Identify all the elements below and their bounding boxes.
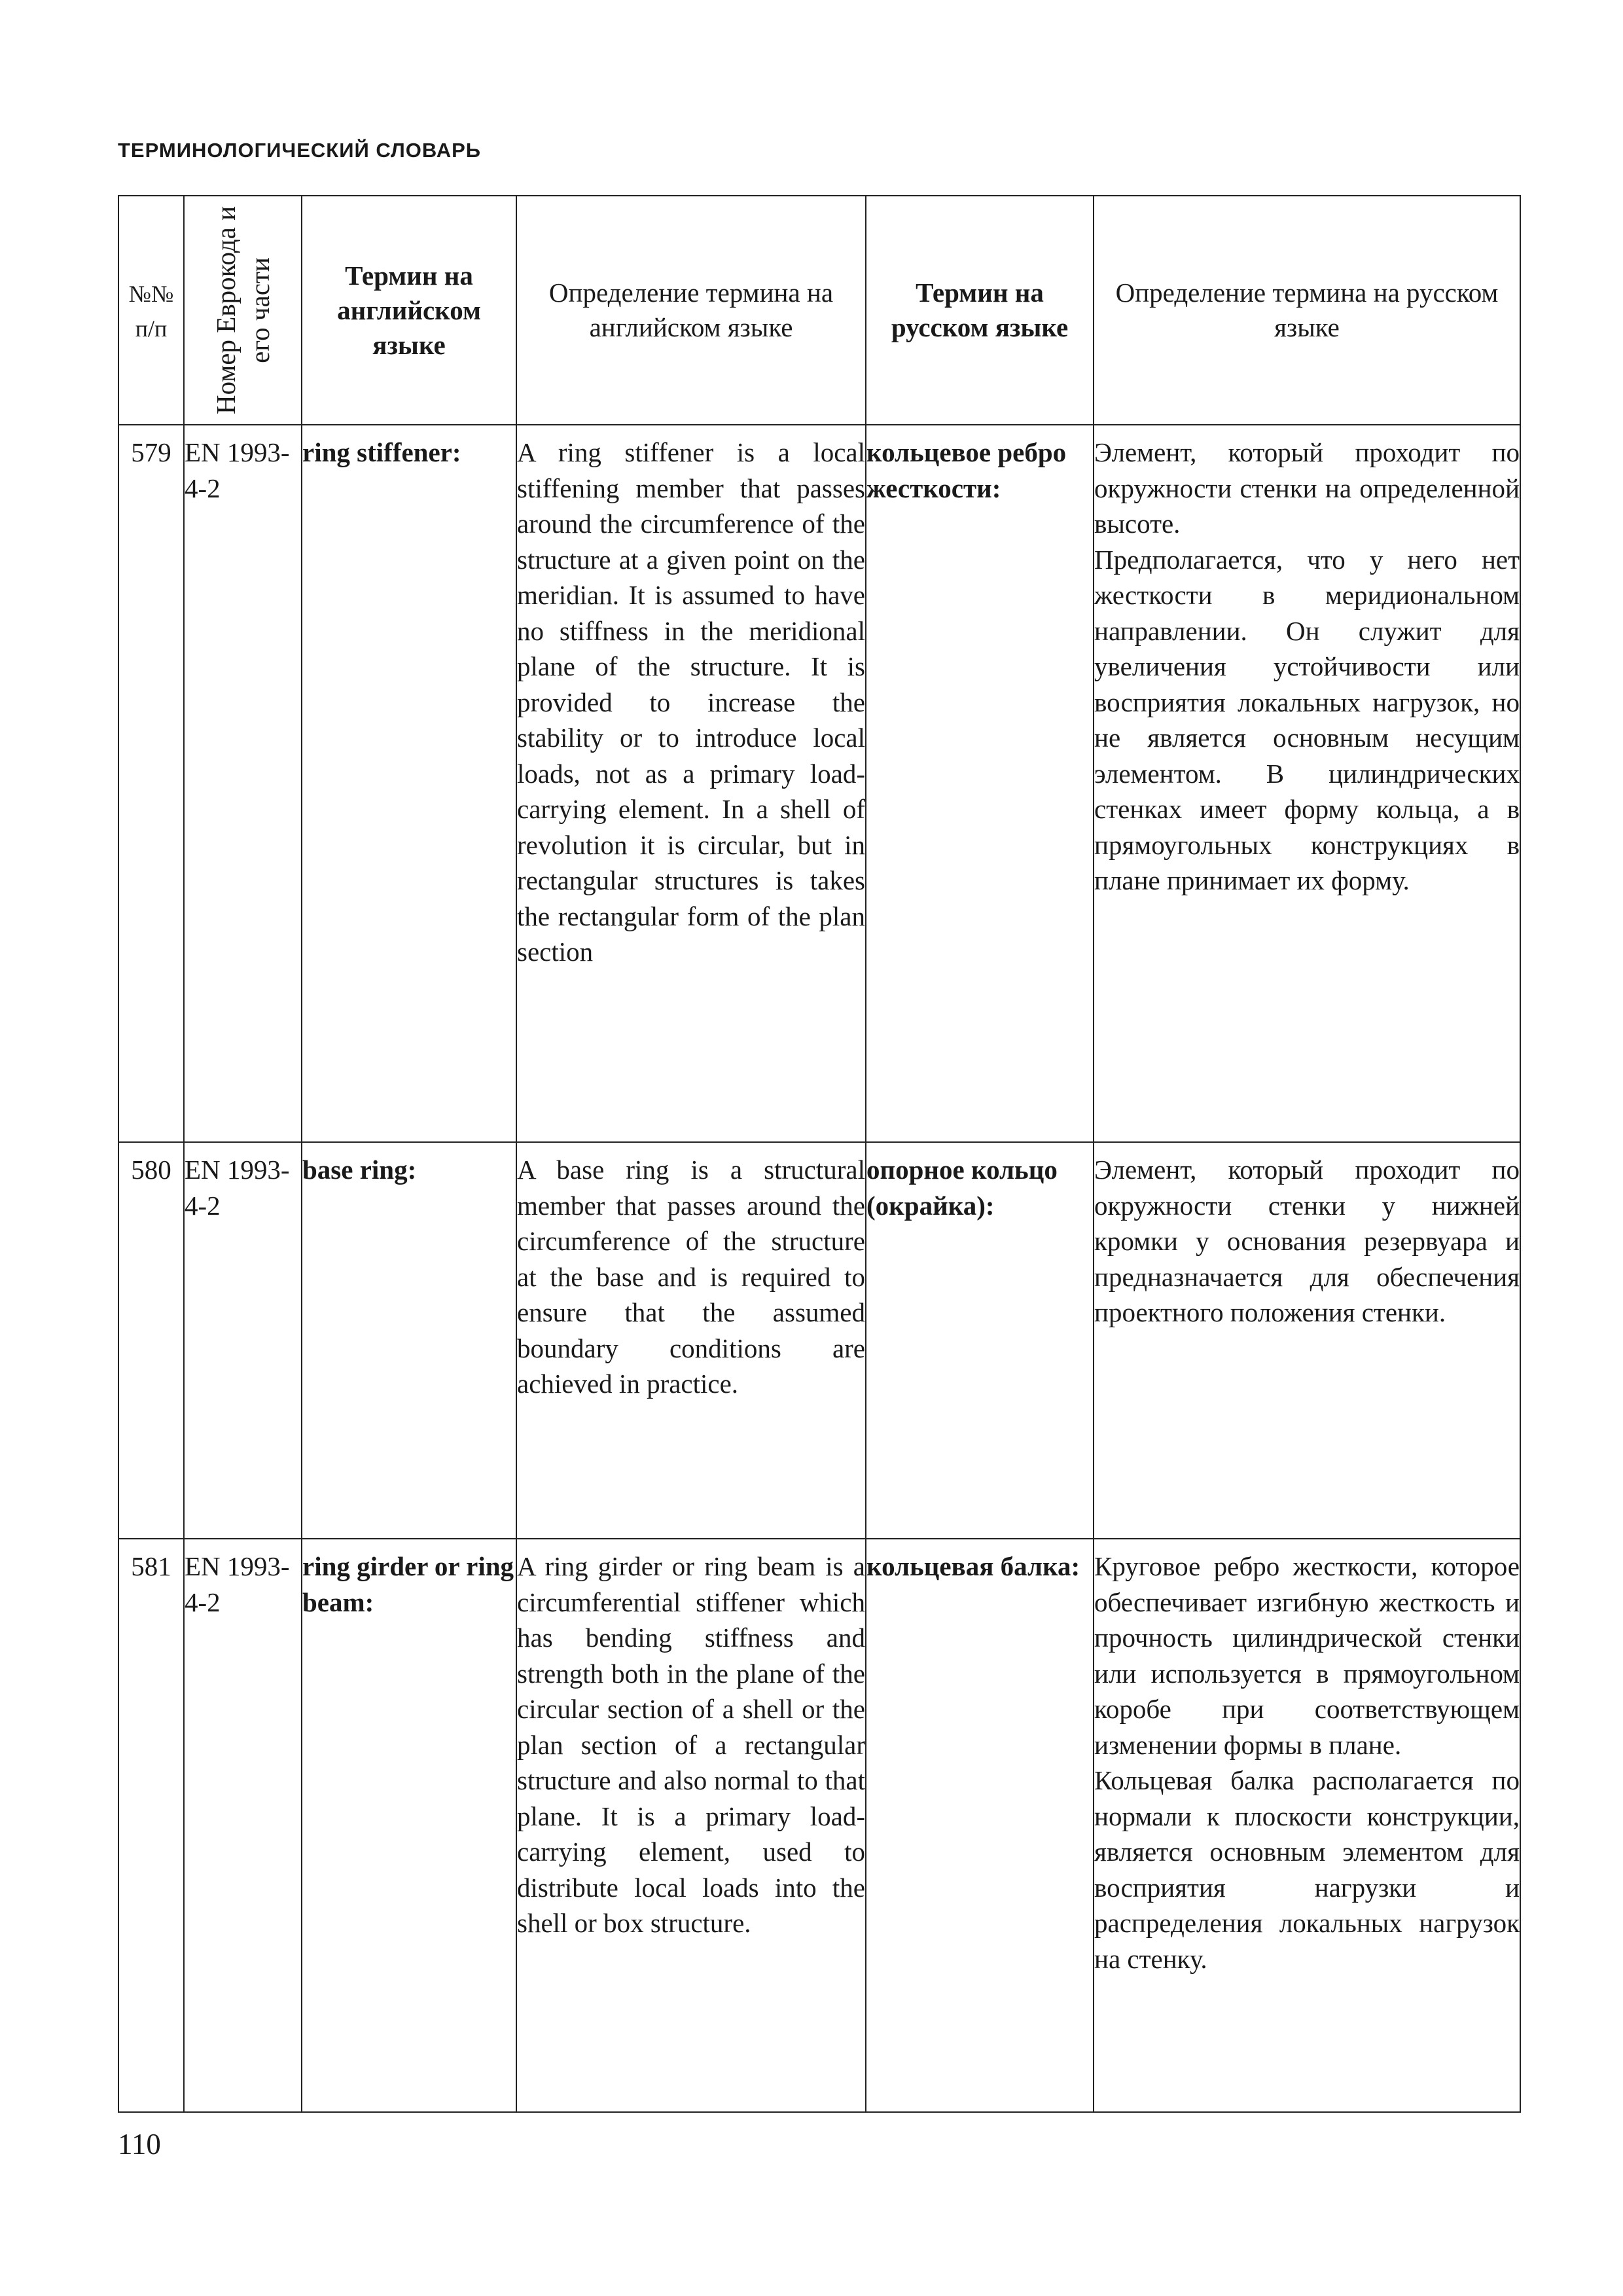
russian-term: кольцевое ребро жесткости: [866, 425, 1094, 1142]
table-row [118, 1142, 1520, 1539]
russian-definition [1094, 1539, 1520, 2112]
entry-number: 579 [118, 425, 184, 1142]
entry-number: 580 [118, 1142, 184, 1539]
english-definition: A ring girder or ring beam is a circumferential stiffener which has bending stiffness and strength both in the plane of the circular section of a shell or the plan section of a rectangular structure and also normal to that plane. It is a primary load-carrying element, used to distribute local loads into the shell or box structure. [516, 1539, 866, 2112]
header-eurocode [184, 196, 302, 425]
header-ru-definition-label: Определение термина на русском языке [1115, 278, 1499, 342]
table-row [118, 425, 1520, 1142]
entry-number: 581 [118, 1539, 184, 2112]
russian-definition-paragraph: Предполагается, что у него нет жесткости в меридиональном направлении. Он служит для увеличения устойчивости или восприятия локальных нагрузок, но не является основным несущим элементом. В цилиндрических стенках имеет форму кольца, а в прямоугольных конструкциях в плане принимает их форму. [1094, 544, 1520, 895]
english-definition: A ring stiffener is a local stiffening member that passes around the circumference of the structure at a given point on the meridian. It is assumed to have no stiffness in the meridional plane of the structure. It is provided to increase the stability or to introduce local loads, not as a primary load-carrying element. In a shell of revolution it is circular, but in rectangular structures is takes the rectangular form of the plan section [516, 425, 866, 1142]
russian-definition [1094, 1142, 1520, 1539]
header-en-term [302, 196, 516, 425]
header-ru-term-label: Термин на русском языке [891, 278, 1069, 342]
russian-term: кольцевая балка: [866, 1539, 1094, 2112]
russian-definition-paragraph: Элемент, который проходит по окружности стенки у нижней кромки у основания резервуара и предназначается для обеспечения проектного положения стенки. [1094, 1155, 1520, 1327]
eurocode-ref: EN 1993-4-2 [184, 1142, 302, 1539]
running-header: ТЕРМИНОЛОГИЧЕСКИЙ СЛОВАРЬ [118, 139, 482, 162]
russian-definition-paragraph: Элемент, который проходит по окружности стенки на определенной высоте. [1094, 437, 1520, 539]
header-eurocode-label: Номер Еврокода и его части [211, 206, 275, 415]
russian-definition [1094, 425, 1520, 1142]
header-ru-definition [1094, 196, 1520, 425]
eurocode-ref: EN 1993-4-2 [184, 425, 302, 1142]
russian-definition-paragraph: Кольцевая балка располагается по нормали к плоскости конструкции, является основным элементом для восприятия нагрузки и распределения локальных нагрузок на стенку. [1094, 1765, 1520, 1974]
english-term: ring stiffener: [302, 425, 516, 1142]
table-row [118, 1539, 1520, 2112]
header-en-definition [516, 196, 866, 425]
english-term: base ring: [302, 1142, 516, 1539]
russian-term: опорное кольцо (окрайка): [866, 1142, 1094, 1539]
russian-definition-paragraph: Круговое ребро жесткости, которое обеспечивает изгибную жесткость и прочность цилиндрической стенки или используется в прямоугольном коробе при соответствующем изменении формы в плане. [1094, 1551, 1520, 1760]
english-definition: A base ring is a structural member that passes around the circumference of the structure at the base and is required to ensure that the assumed boundary conditions are achieved in practice. [516, 1142, 866, 1539]
english-term: ring girder or ring beam: [302, 1539, 516, 2112]
header-en-term-label: Термин на английском языке [337, 260, 481, 360]
header-no [118, 196, 184, 425]
header-en-definition-label: Определение термина на английском языке [548, 278, 834, 342]
header-ru-term [866, 196, 1094, 425]
glossary-table [118, 195, 1521, 2113]
eurocode-ref: EN 1993-4-2 [184, 1539, 302, 2112]
header-no-label: №№ п/п [128, 281, 174, 342]
header-row [118, 196, 1520, 425]
page-number: 110 [118, 2128, 161, 2161]
